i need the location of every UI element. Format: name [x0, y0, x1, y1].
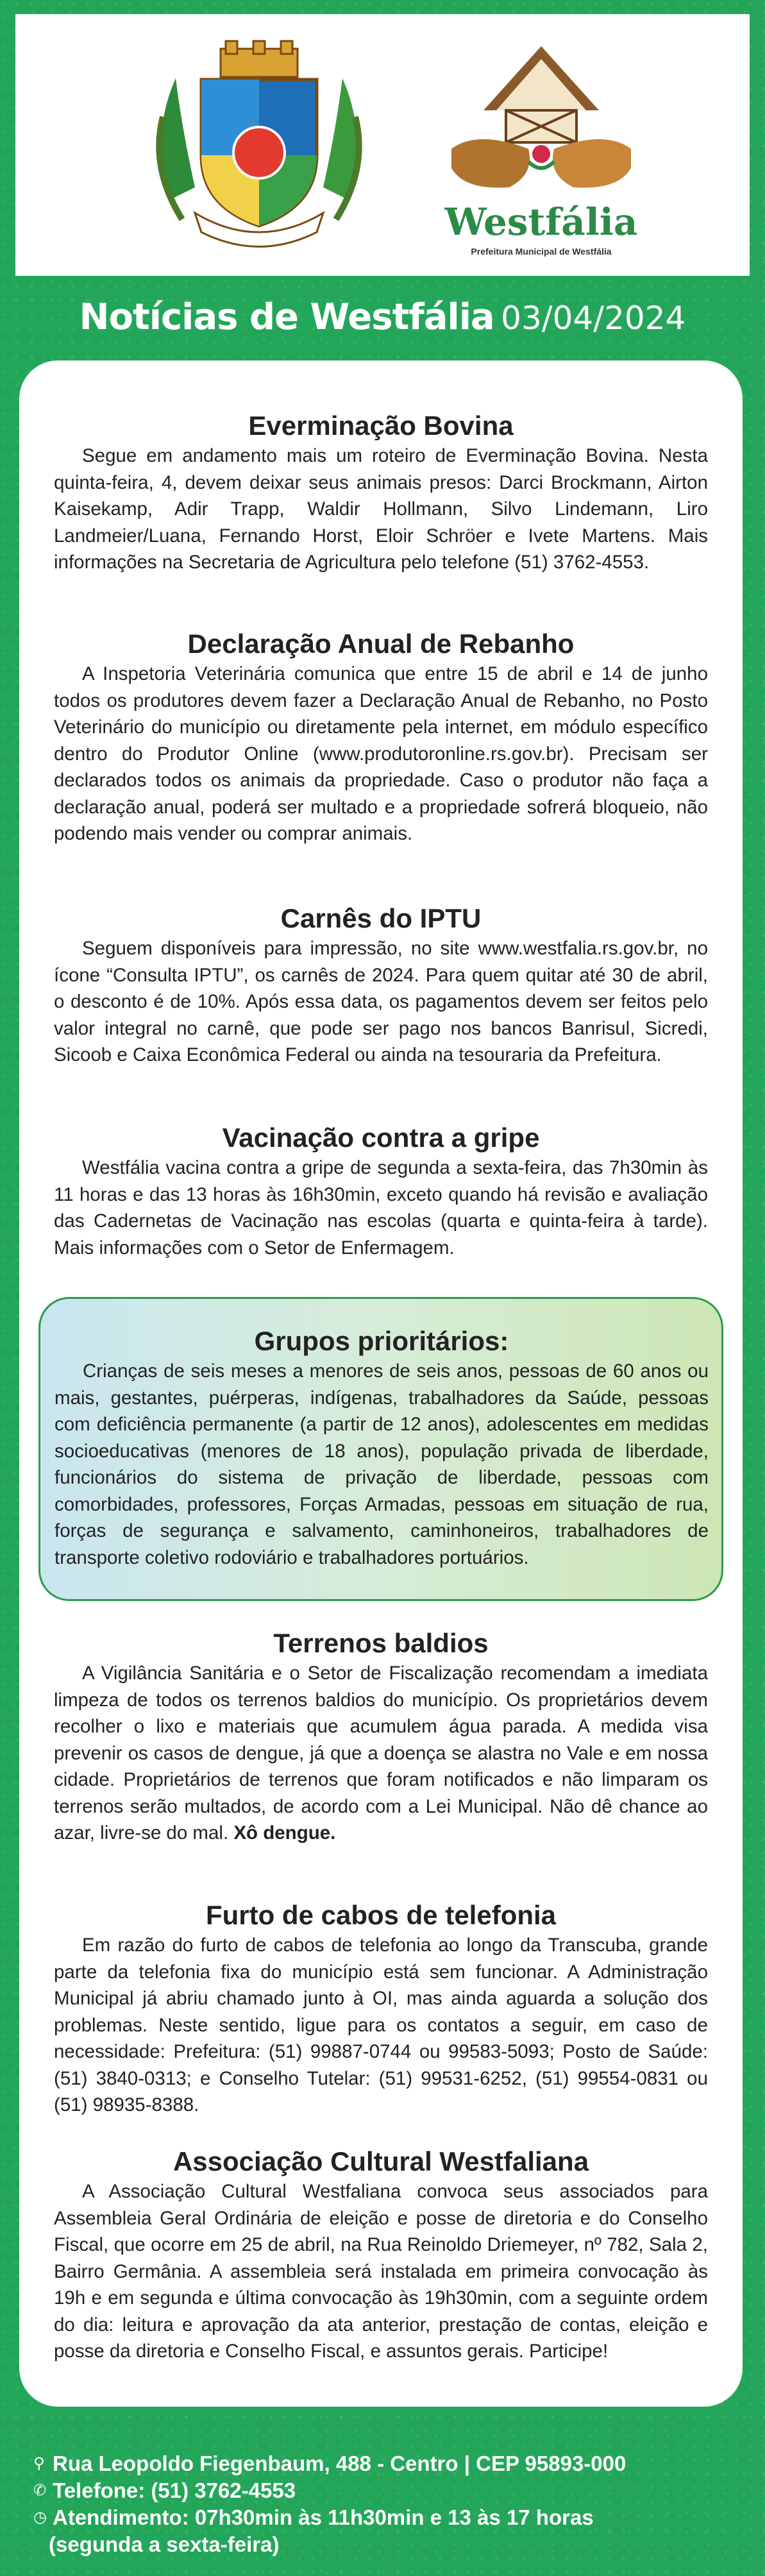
page-title — [0, 296, 765, 338]
footer-hours — [33, 2504, 594, 2531]
section-body: A Inspetoria Veterinária comunica que entre 15 de abril e 14 de junho todos os produtores devem fazer a Declaração Anual de Rebanho, no Posto Veterinário do município ou diretamente pela internet, em módulo específico dentro do Produtor Online (www.produtoronline.rs.gov.br). Precisam ser declarados todos os animais da propriedade. Caso o produtor não faça a declaração anual, poderá ser multado e a propriedade sofrerá bloqueio, não podendo mais vender ou comprar animais. — [54, 663, 708, 844]
section-body — [54, 1660, 708, 1847]
section-title: Terrenos baldios — [273, 1628, 489, 1658]
footer-hours-days: (segunda a sexta-feira) — [49, 2532, 280, 2556]
priority-groups-box — [38, 1297, 723, 1601]
location-pin-icon: ⚲ — [33, 2455, 45, 2472]
news-section — [54, 627, 708, 847]
title-date: 03/04/2024 — [501, 300, 686, 337]
section-title: Associação Cultural Westfaliana — [172, 2146, 589, 2176]
footer-phone-text: Telefone: (51) 3762-4553 — [53, 2479, 296, 2502]
section-title: Grupos prioritários: — [254, 1326, 509, 1356]
clock-icon: ◷ — [33, 2509, 47, 2526]
section-body: A Associação Cultural Westfaliana convoca seus associados para Assembleia Geral Ordinária de eleição e posse de diretoria e do Conselho Fiscal, que ocorre em 25 de abril, na Rua Reinoldo Driemeyer, nº 782, Sala 2, Bairro Germânia. A assembleia será instalada em primeira convocação às 19h e em segunda e última convocação às 19h30min, com a seguinte ordem do dia: leitura e aprovação da ata anterior, prestação de contas, eleição e posse da diretoria e Conselho Fiscal, e assuntos gerais. Participe! — [54, 2181, 708, 2362]
news-card — [19, 360, 743, 2407]
header — [15, 14, 750, 276]
phone-icon: ✆ — [33, 2482, 47, 2499]
footer-hours-text: Atendimento: 07h30min às 11h30min e 13 às 17 horas — [53, 2505, 594, 2529]
news-section — [54, 902, 708, 1069]
section-title: Everminação Bovina — [248, 411, 514, 441]
westfalia-logo — [439, 40, 644, 258]
section-body-text: A Vigilância Sanitária e o Setor de Fiscalização recomendam a imediata limpeza de todos os terrenos baldios do município. Os proprietários devem recolher o lixo e materiais que acumulem água parada. A medida visa prevenir os casos de dengue, já que a doença se alastra no Vale e em nossa cidade. Proprietários de terrenos que foram notificados e não limparam os terrenos serão multados, de acordo com a Lei Municipal. Não dê chance ao azar, livre-se do mal. — [54, 1663, 708, 1843]
section-body: Em razão do furto de cabos de telefonia ao longo da Transcuba, grande parte da telefonia fixa do município está sem funcionar. A Administração Municipal já abriu chamado junto à OI, mas ainda aguarda a solução dos problemas. Neste sentido, ligue para os contatos a seguir, em caso de necessidade: Prefeitura: (51) 99887-0744 ou 99583-5093; Posto de Saúde: (51) 3840-0313; e Conselho Tutelar: (51) 99531-6252, (51) 99554-0831 ou (51) 98935-8388. — [54, 1935, 708, 2115]
section-title: Vacinação contra a gripe — [222, 1123, 540, 1153]
footer-address — [33, 2450, 626, 2477]
section-body: Seguem disponíveis para impressão, no site www.westfalia.rs.gov.br, no ícone “Consulta IPTU”, os carnês de 2024. Para quem quitar até 30 de abril, o desconto é de 10%. Após essa data, os pagamentos devem ser feitos pelo valor integral no carnê, que pode ser pago nos bancos Banrisul, Sicredi, Sicoob e Caixa Econômica Federal ou ainda na tesouraria da Prefeitura. — [54, 938, 708, 1065]
logo-name: Westfália — [444, 200, 638, 244]
section-body: Westfália vacina contra a gripe de segunda a sexta-feira, das 7h30min às 11 horas e das 13 horas às 16h30min, exceto quando há revisão e avaliação das Cadernetas de Vacinação nas escolas (quarta e quinta-feira à tarde). Mais informações com o Setor de Enfermagem. — [54, 1157, 708, 1258]
news-section — [54, 1899, 708, 2119]
title-main: Notícias de Westfália — [79, 296, 494, 338]
section-title: Carnês do IPTU — [280, 903, 482, 933]
news-section — [55, 1325, 709, 1571]
municipal-crest — [144, 40, 374, 258]
section-body-bold: Xô dengue. — [233, 1822, 336, 1843]
section-title: Furto de cabos de telefonia — [205, 1900, 557, 1930]
news-section — [54, 409, 708, 576]
news-section — [54, 1627, 708, 1847]
house-icon — [439, 40, 644, 200]
section-title: Declaração Anual de Rebanho — [187, 629, 575, 659]
footer-phone — [33, 2477, 296, 2504]
news-section — [54, 1121, 708, 1261]
section-body: Segue em andamento mais um roteiro de Everminação Bovina. Nesta quinta-feira, 4, devem deixar seus animais presos: Darci Brockmann, Airton Kaisekamp, Adir Trapp, Waldir Hollmann, Silvo Lindemann, Liro Landmeier/Luana, Fernando Horst, Eloir Schröer e Ivete Martens. Mais informações na Secretaria de Agricultura pelo telefone (51) 3762-4553. — [54, 445, 708, 573]
news-section — [54, 2145, 708, 2365]
footer-address-text: Rua Leopoldo Fiegenbaum, 488 - Centro | CEP 95893-000 — [53, 2452, 626, 2475]
section-body: Crianças de seis meses a menores de seis anos, pessoas de 60 anos ou mais, gestantes, puérperas, indígenas, trabalhadores da Saúde, pessoas com deficiência permanente (a partir de 12 anos), adolescentes em medidas socioeducativas (menores de 18 anos), população privada de liberdade, funcionários do sistema de privação de liberdade, pessoas com comorbidades, professores, Forças Armadas, pessoas em situação de rua, forças de segurança e salvamento, caminhoneiros, trabalhadores de transporte coletivo rodoviário e trabalhadores portuários. — [55, 1360, 709, 1568]
logo-subtitle: Prefeitura Municipal de Westfália — [471, 246, 612, 257]
